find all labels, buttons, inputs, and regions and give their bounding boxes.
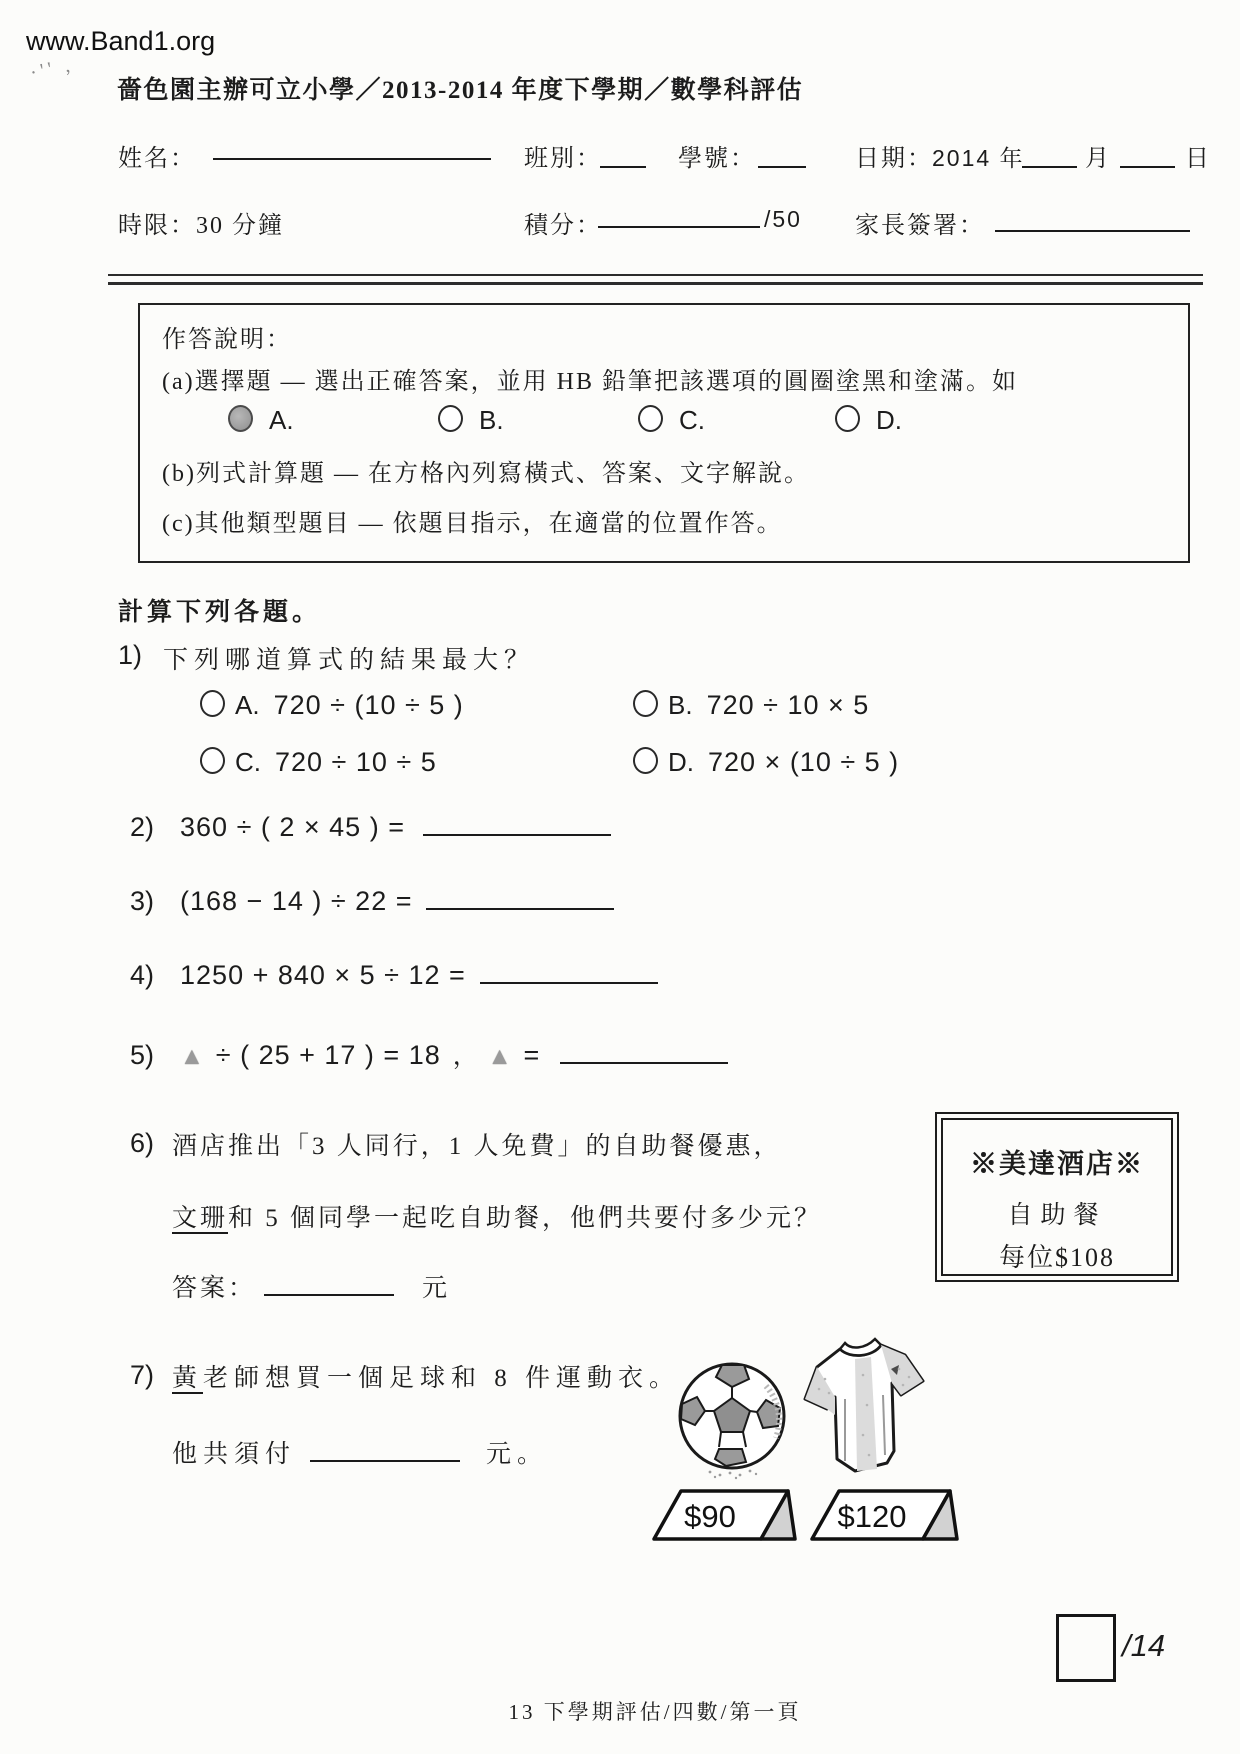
option-circle-icon (200, 747, 225, 774)
score-blank (598, 208, 760, 228)
page-title: 嗇色園主辦可立小學／2013-2014 年度下學期／數學科評估 (117, 77, 804, 104)
q1-option-d-expr: 720 × (10 ÷ 5 ) (708, 747, 900, 777)
date-label: 日期： (855, 146, 933, 172)
time-limit-value: 30 分鐘 (196, 213, 284, 239)
sample-option-c-label: C. (679, 405, 705, 435)
score-label: 積分： (524, 213, 602, 239)
date-day-label: 日 (1185, 146, 1211, 172)
sample-empty-circle-icon (638, 405, 663, 432)
q1-option-b (633, 690, 869, 721)
q4-expr: 1250 + 840 × 5 ÷ 12 = (180, 960, 466, 990)
q3-number: 3) (130, 886, 155, 916)
ink-smudge: ·'' , (28, 53, 76, 85)
date-month-blank (1022, 148, 1077, 168)
q6-answer-unit: 元 (422, 1275, 454, 1302)
triangle-symbol: ▲ (487, 1044, 512, 1070)
q2-expr: 360 ÷ ( 2 × 45 ) = (180, 812, 405, 842)
sample-option-d-label: D. (876, 405, 902, 435)
class-blank (600, 148, 646, 168)
hotel-sign-inner (941, 1118, 1173, 1276)
ball-price-tag (648, 1484, 800, 1546)
q7-answer-row (172, 1434, 548, 1470)
q5-separator: ， (452, 1043, 484, 1070)
q5-number: 5) (130, 1040, 155, 1070)
ball-price-text: $90 (684, 1499, 736, 1534)
date-month-label: 月 (1085, 146, 1111, 172)
name-blank (213, 140, 491, 160)
q6-number: 6) (130, 1128, 155, 1158)
q2-answer-blank (423, 816, 611, 836)
q6-name-underlined: 文珊 (172, 1205, 229, 1232)
date-day-blank (1120, 148, 1175, 168)
sample-empty-circle-icon (438, 405, 463, 432)
student-no-label: 學號： (678, 146, 756, 172)
sample-option-a-label: A. (269, 405, 294, 435)
triangle-symbol: ▲ (180, 1044, 204, 1070)
q1-option-a-expr: 720 ÷ (10 ÷ 5 ) (273, 690, 464, 720)
q1-option-d-label: D. (668, 747, 694, 777)
q1-option-c (200, 747, 437, 778)
instructions-box (138, 303, 1190, 563)
football-image (670, 1358, 795, 1483)
time-limit-label: 時限： (118, 213, 196, 239)
q1-text: 下列哪道算式的結果最大？ (163, 647, 536, 674)
section-divider (108, 274, 1203, 285)
score-entry-box (1056, 1614, 1116, 1682)
instruction-item-b: (b)列式計算題 — 在方格內列寫橫式、答案、文字解說。 (162, 461, 810, 487)
q5-row (130, 1036, 728, 1072)
q6-answer-blank (264, 1276, 394, 1296)
sample-empty-circle-icon (835, 405, 860, 432)
q7-line1-rest: 老師想買一個足球和 8 件運動衣。 (203, 1365, 681, 1392)
q6-line1: 酒店推出「3 人同行，1 人免費」的自助餐優惠， (172, 1133, 782, 1160)
sports-shirt-image (795, 1335, 930, 1485)
q3-answer-blank (426, 890, 614, 910)
score-denominator-14: /14 (1122, 1628, 1166, 1663)
q1-option-a-label: A. (235, 690, 260, 720)
sample-option-b (438, 405, 504, 436)
shirt-price-text: $120 (837, 1499, 907, 1534)
student-no-blank (758, 148, 806, 168)
hotel-buffet-label: 自助餐 (1007, 1202, 1107, 1229)
q7-answer-prefix: 他共須付 (172, 1441, 297, 1468)
sample-option-b-label: B. (479, 405, 504, 435)
q1-option-b-expr: 720 ÷ 10 × 5 (706, 690, 870, 720)
q4-number: 4) (130, 960, 155, 990)
shirt-price-tag (806, 1484, 962, 1546)
q7-answer-suffix: 元。 (486, 1441, 549, 1468)
q3-expr: (168 − 14 ) ÷ 22 = (180, 886, 413, 916)
q1-option-d (633, 747, 899, 778)
score-denominator: /50 (764, 206, 802, 232)
name-label: 姓名： (118, 146, 196, 172)
sample-option-c (638, 405, 705, 436)
q6-line2 (172, 1198, 822, 1234)
q1-option-a (200, 690, 464, 721)
q6-line2-rest: 和 5 個同學一起吃自助餐，他們共要付多少元？ (228, 1205, 823, 1232)
q5-answer-blank (560, 1044, 728, 1064)
q2-number: 2) (130, 812, 155, 842)
watermark-text: www.Band1.org (26, 26, 216, 56)
parent-sign-blank (995, 212, 1190, 232)
q6-answer-row (172, 1268, 453, 1304)
q1-number: 1) (118, 640, 143, 670)
sample-option-d (835, 405, 902, 436)
q2-row (130, 812, 611, 843)
sample-filled-circle-icon (228, 405, 253, 432)
section-heading: 計算下列各題。 (118, 599, 322, 626)
instruction-item-c: (c)其他類型題目 — 依題目指示，在適當的位置作答。 (162, 511, 783, 537)
q5-expr: ÷ ( 25 + 17 ) = 18 (215, 1040, 441, 1070)
sample-option-a (228, 405, 294, 436)
option-circle-icon (200, 690, 225, 717)
q7-name-underlined: 黃 (172, 1365, 204, 1392)
q5-equals: = (523, 1040, 541, 1070)
q7-line1 (172, 1358, 680, 1394)
option-circle-icon (633, 747, 658, 774)
q1-option-b-label: B. (668, 690, 693, 720)
q7-number: 7) (130, 1360, 155, 1390)
q4-answer-blank (480, 964, 658, 984)
option-circle-icon (633, 690, 658, 717)
class-label: 班別： (524, 146, 602, 172)
q6-answer-label: 答案： (172, 1275, 257, 1302)
q3-row (130, 886, 614, 917)
footer-page-label: 13 下學期評估/四數/第一頁 (508, 1700, 802, 1724)
instructions-heading: 作答說明： (162, 327, 292, 353)
instruction-item-a: (a)選擇題 — 選出正確答案，並用 HB 鉛筆把該選項的圓圈塗黑和塗滿。如 (162, 369, 1018, 395)
hotel-price: 每位$108 (998, 1243, 1115, 1272)
date-year: 2014 年 (932, 145, 1025, 171)
q1-option-c-expr: 720 ÷ 10 ÷ 5 (275, 747, 437, 777)
q1-option-c-label: C. (235, 747, 261, 777)
parent-sign-label: 家長簽署： (855, 213, 985, 239)
q4-row (130, 960, 658, 991)
q7-answer-blank (310, 1442, 460, 1462)
hotel-sign-box (935, 1112, 1179, 1282)
hotel-name: ※美達酒店※ (970, 1149, 1144, 1179)
